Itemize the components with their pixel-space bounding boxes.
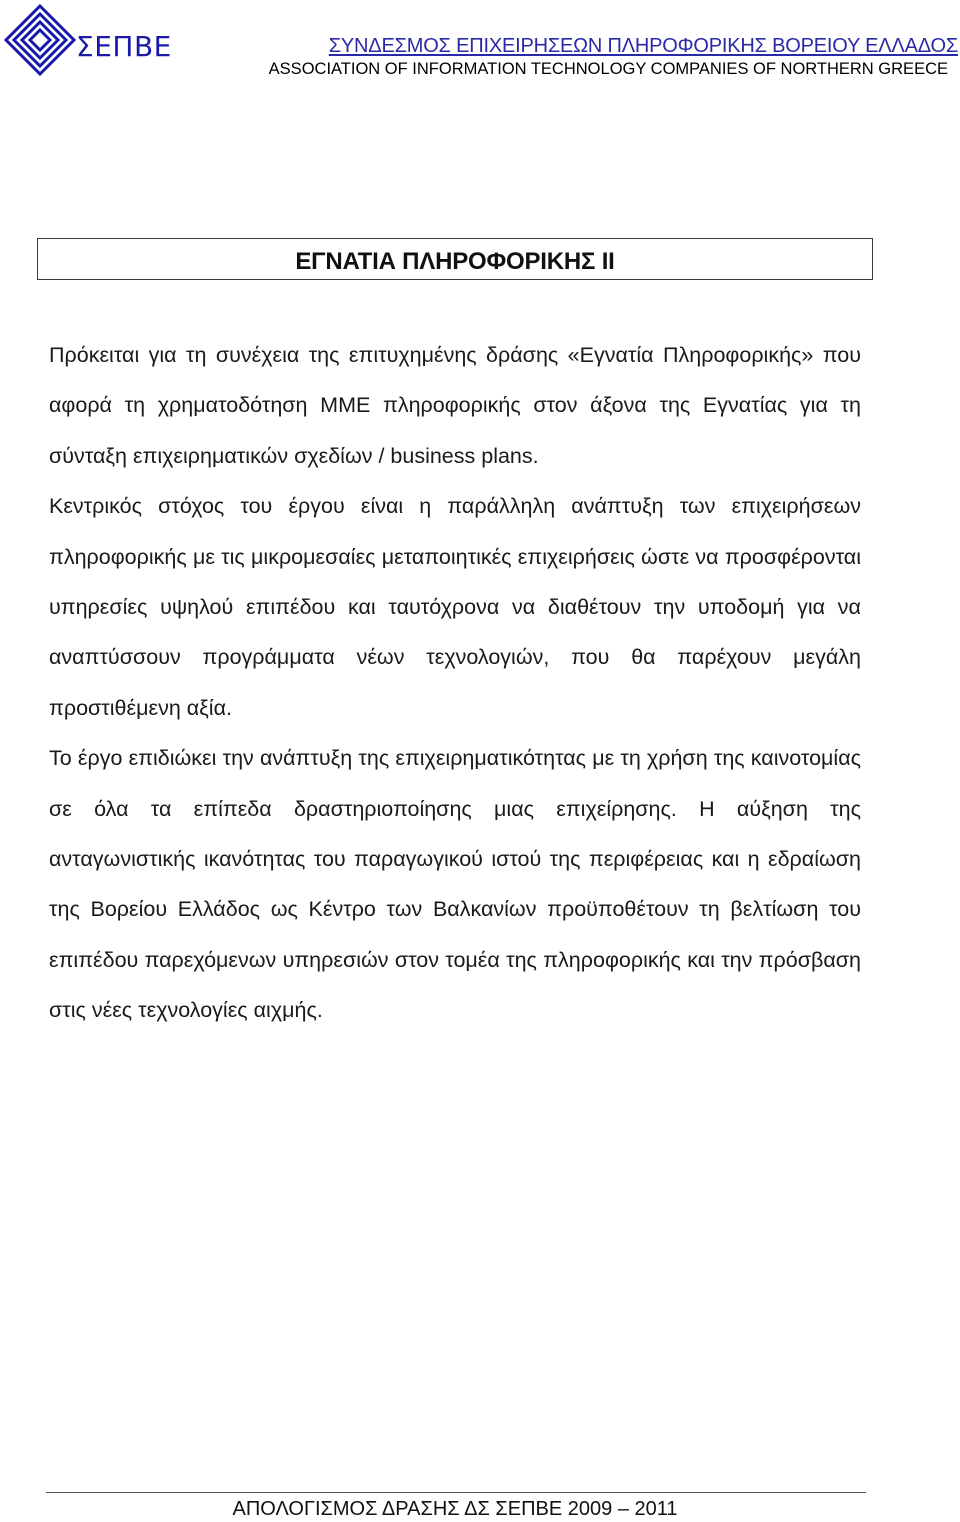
page-footer: ΑΠΟΛΟΓΙΣΜΟΣ ΔΡΑΣΗΣ ΔΣ ΣΕΠΒΕ 2009 – 2011 bbox=[232, 1498, 678, 1520]
body-paragraph: Κεντρικός στόχος του έργου είναι η παράλληλη ανάπτυξη των επιχειρήσεων πληροφορικής με τις μικρομεσαίες μεταποιητικές επιχειρήσεις ώστε να προσφέρονται υπηρεσίες υψηλού επιπέδου και ταυτόχρονα να διαθέτουν την υποδομή για να αναπτύσσουν προγράμματα νέων τεχνολογιών, που θα παρέχουν μεγάλη προστιθέμενη αξία. bbox=[49, 494, 861, 720]
document-body bbox=[49, 330, 861, 1036]
logo-text: ΣΕΠΒΕ bbox=[76, 30, 172, 63]
org-name-english: ASSOCIATION OF INFORMATION TECHNOLOGY COMPANIES OF NORTHERN GREECE bbox=[268, 60, 948, 78]
document-title: ΕΓΝΑΤΙΑ ΠΛΗΡΟΦΟΡΙΚΗΣ ΙΙ bbox=[295, 248, 615, 275]
org-name-greek: ΣΥΝΔΕΣΜΟΣ ΕΠΙΧΕΙΡΗΣΕΩΝ ΠΛΗΡΟΦΟΡΙΚΗΣ ΒΟΡΕΙΟΥ ΕΛΛΑΔΟΣ bbox=[328, 35, 958, 57]
body-paragraph: Πρόκειται για τη συνέχεια της επιτυχημένης δράσης «Εγνατία Πληροφορικής» που αφορά τη χρηματοδότηση ΜΜΕ πληροφορικής στον άξονα της Εγνατίας για τη σύνταξη επιχειρηματικών σχεδίων / business plans. bbox=[49, 343, 861, 468]
sepve-diamond-logo-icon bbox=[2, 2, 78, 78]
document-title-box bbox=[37, 238, 873, 280]
footer-divider bbox=[46, 1492, 866, 1493]
page-header bbox=[0, 0, 960, 90]
body-paragraph: Το έργο επιδιώκει την ανάπτυξη της επιχειρηματικότητας με τη χρήση της καινοτομίας σε όλα τα επίπεδα δραστηριοποίησης μιας επιχείρησης. Η αύξηση της ανταγωνιστικής ικανότητας του παραγωγικού ιστού της περιφέρειας και η εδραίωση της Βορείου Ελλάδος ως Κέντρο των Βαλκανίων προϋποθέτουν τη βελτίωση του επιπέδου παρεχόμενων υπηρεσιών στον τομέα της πληροφορικής και την πρόσβαση στις νέες τεχνολογίες αιχμής. bbox=[49, 746, 861, 1023]
